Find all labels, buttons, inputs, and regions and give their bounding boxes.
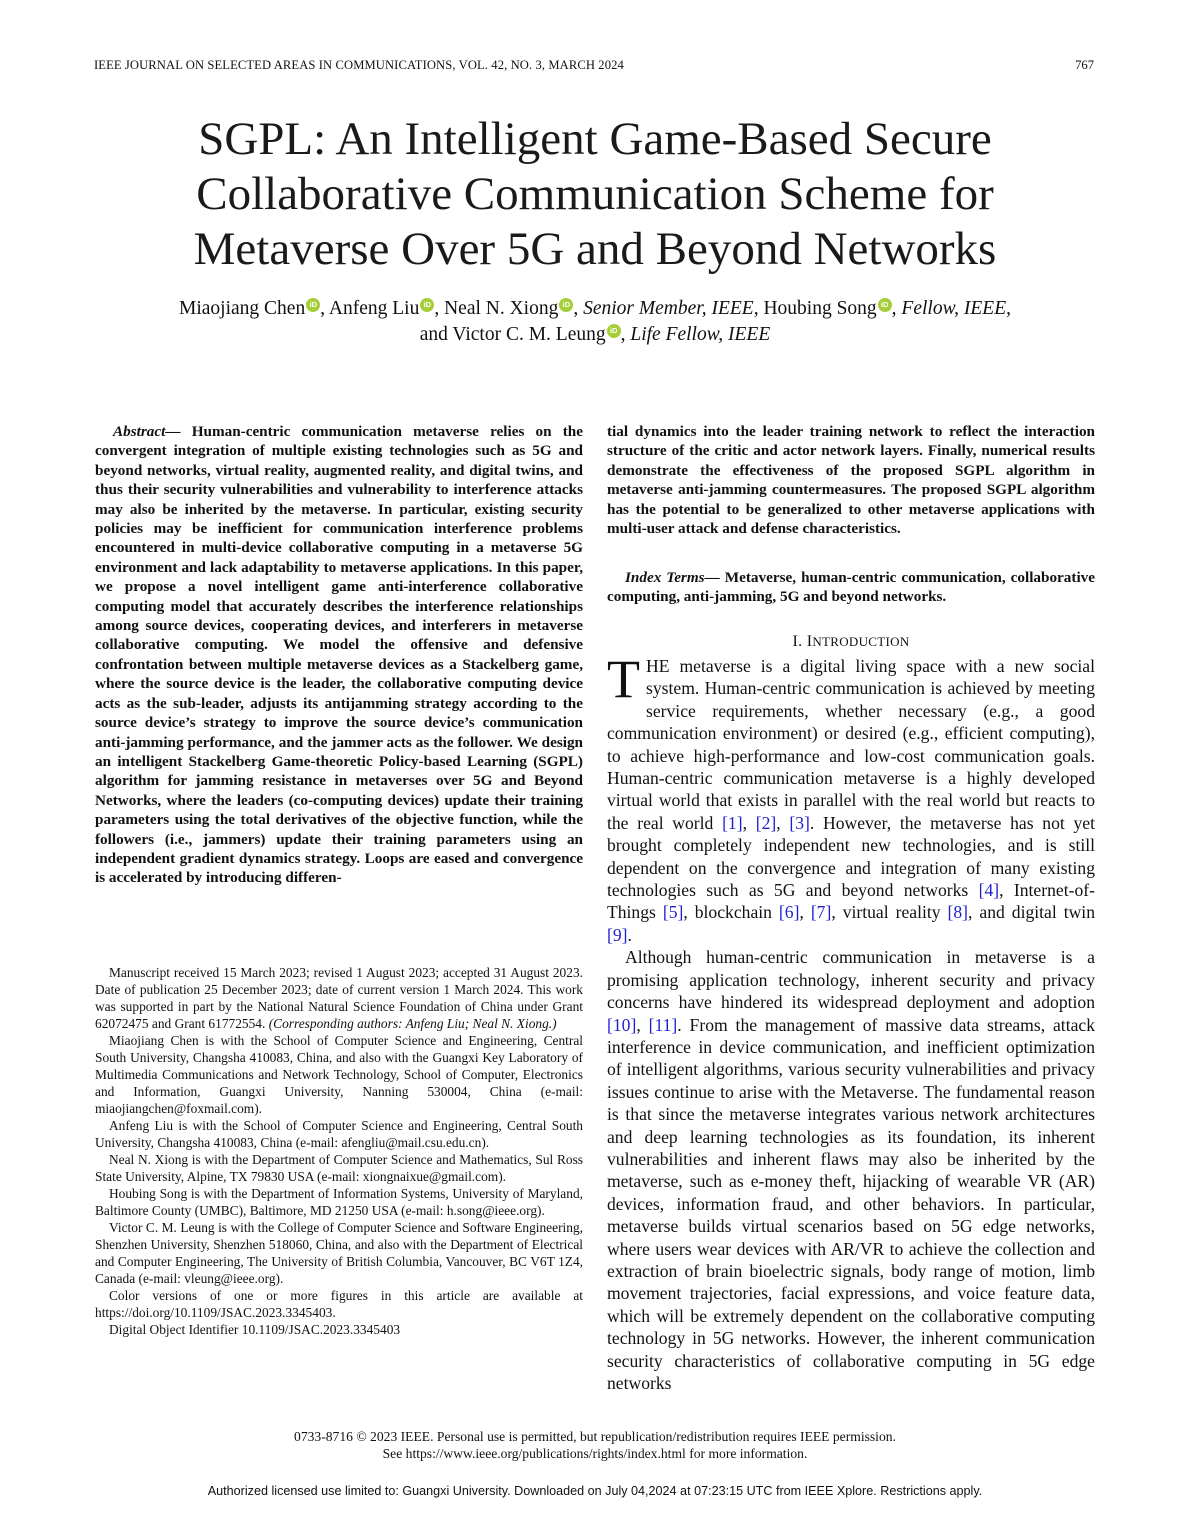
footnote-affiliation: Anfeng Liu is with the School of Computer Science and Engineering, Central South University, Changsha 410083, China (e-mail: afengliu@mail.csu.edu.cn). xyxy=(95,1118,583,1150)
download-notice: Authorized licensed use limited to: Guangxi University. Downloaded on July 04,2024 at 07:23:15 UTC from IEEE Xplore. Restrictions apply. xyxy=(207,1484,983,1498)
orcid-icon[interactable]: iD xyxy=(878,298,892,312)
author-name: Miaojiang Chen xyxy=(179,298,306,319)
footnote-manuscript: Manuscript received 15 March 2023; revised 1 August 2023; accepted 31 August 2023. Date of publication 25 December 2023; date of current version 1 March 2024. This work was supported in part by the National Natural Science Foundation of China under Grant 62072475 and Grant 61772554. (Corresponding authors: Anfeng Liu; Neal N. Xiong.) xyxy=(95,965,583,1031)
author-membership: Fellow, IEEE xyxy=(901,298,1007,319)
corresponding-authors: (Corresponding authors: Anfeng Liu; Neal N. Xiong.) xyxy=(268,1016,557,1031)
index-terms xyxy=(607,568,1095,607)
footnote-affiliation: Victor C. M. Leung is with the College of Computer Science and Software Engineering, Shenzhen University, Shenzhen 518060, China, and also with the Department of Electrical and Computer Engineering, The University of British Columbia, Vancouver, BC V6T 1Z4, Canada (e-mail: vleung@ieee.org). xyxy=(95,1220,583,1286)
copyright-notice: 0733-8716 © 2023 IEEE. Personal use is permitted, but republication/redistribution requires IEEE permission. See https://www.ieee.org/publications/rights/index.html for more information. xyxy=(294,1429,896,1461)
citation-link[interactable]: [7] xyxy=(810,902,832,923)
orcid-icon[interactable]: iD xyxy=(607,324,621,338)
abstract-text: Human-centric communication metaverse relies on the convergent integration of multiple existing technologies such as 5G and beyond networks, virtual reality, augmented reality, and digital twins, and thus their security vulnerabilities and vulnerability to interference attacks may also be inherited by the metaverse. In particular, existing security policies may be inefficient for communication interference problems encountered in multi-device collaborative computing in a metaverse 5G environment and lack adaptability to metaverse applications. In this paper, we propose a novel intelligent game anti-interference collaborative computing model that accurately describes the interference relationships among source devices, cooperating devices, and interferers in metaverse collaborative computing. We model the offensive and defensive confrontation between multiple metaverse devices as a Stackelberg game, where the source device is the leader, the collaborative computing device acts as the sub-leader, adjusts its antijamming strategy according to the source device’s strategy to improve the source device’s communication anti-jamming performance, and the jammer acts as the follower. We design an intelligent Stackelberg Game-theoretic Policy-based Learning (SGPL) algorithm for jamming resistance in metaverses over 5G and Beyond Networks, where the leaders (co-computing devices) update their training parameters using the total derivatives of the objective function, while the followers (i.e., jammers) update their training parameters using an independent gradient dynamics strategy. Loops are eased and convergence is accelerated by introducing differen- xyxy=(95,423,583,887)
title-line: Metaverse Over 5G and Beyond Networks xyxy=(193,223,997,275)
author-line: Miaojiang Chen iD , Anfeng Liu iD , Neal N. Xiong iD , Senior Member, IEEE, Houbing Song iD , Fellow, IEEE, xyxy=(179,298,1011,319)
author-membership: Life Fellow, IEEE xyxy=(630,324,771,345)
citation-link[interactable]: [3] xyxy=(789,812,810,833)
abstract-label: Abstract— xyxy=(113,423,181,440)
title-line: Collaborative Communication Scheme for xyxy=(196,168,994,220)
author-membership: Senior Member, IEEE xyxy=(583,298,754,319)
citation-link[interactable]: [9] xyxy=(607,924,628,945)
author-list xyxy=(60,296,1130,348)
footnote-affiliation: Neal N. Xiong is with the Department of Computer Science and Mathematics, Sul Ross State University, Alpine, TX 79830 USA (e-mail: xiongnaixue@gmail.com). xyxy=(95,1152,583,1184)
footnote-doi: Digital Object Identifier 10.1109/JSAC.2023.3345403 xyxy=(109,1322,401,1337)
running-header: IEEE JOURNAL ON SELECTED AREAS IN COMMUNICATIONS, VOL. 42, NO. 3, MARCH 2024 xyxy=(94,58,624,72)
footnote-affiliation: Houbing Song is with the Department of Information Systems, University of Maryland, Baltimore County (UMBC), Baltimore, MD 21250 USA (e-mail: h.song@ieee.org). xyxy=(95,1186,583,1218)
orcid-icon[interactable]: iD xyxy=(559,298,573,312)
page-number: 767 xyxy=(1075,58,1094,72)
paragraph: THE metaverse is a digital living space with a new social system. Human-centric communication is achieved by meeting service requirements, whether necessary (e.g., a good communication environment) or desired (e.g., efficient computing), to achieve high-performance and low-cost communication goals. Human-centric communication metaverse is a highly developed virtual world that exists in parallel with the real world but reacts to the real world [1], [2], [3]. However, the metaverse has not yet brought completely independent new technologies, and is still dependent on the convergence and integration of many existing technologies such as 5G and beyond networks [4], Internet-of-Things [5], blockchain [6], [7], virtual reality [8], and digital twin [9]. xyxy=(607,649,1096,945)
index-terms-text: Metaverse, human-centric communication, collaborative computing, anti-jamming, 5G and beyond networks. xyxy=(607,569,1096,606)
paper-title xyxy=(60,112,1130,277)
citation-link[interactable]: [11] xyxy=(648,1014,678,1035)
paragraph: Although human-centric communication in metaverse is a promising application technology, inherent security and privacy concerns have hindered its widespread deployment and adoption [10], [11]. From the management of massive data streams, attack interference in device communication, and inefficient optimization of intelligent algorithms, various security vulnerabilities and privacy issues continue to arise with the Metaverse. The fundamental reason is that since the metaverse integrates various network architectures and deep learning technologies as its foundation, its inherent vulnerabilities and inherent flaws may also be inherited by the metaverse, such as e-money theft, hijacking of wearable VR (AR) devices, information fraud, and other behaviors. In particular, metaverse builds virtual scenarios based on 5G edge networks, where users wear devices with AR/VR to achieve the collection and extraction of brain bioelectric signals, body range of motion, limb movement trajectories, facial expressions, and voice feature data, which will be extremely dependent on the collaborative computing technology in 5G networks. However, the inherent communication security characteristics of collaborative computing in 5G edge networks xyxy=(607,947,1095,1393)
drop-cap: T xyxy=(607,649,640,709)
citation-link[interactable]: [6] xyxy=(778,902,800,923)
author-conjunction: and xyxy=(419,324,448,345)
author-name: Neal N. Xiong xyxy=(444,298,559,319)
footnote-color-note: Color versions of one or more figures in this article are available at https://doi.org/10.1109/JSAC.2023.3345403. xyxy=(95,1288,583,1320)
citation-link[interactable]: [10] xyxy=(607,1014,637,1035)
orcid-icon[interactable]: iD xyxy=(306,298,320,312)
citation-link[interactable]: [4] xyxy=(978,880,1000,901)
introduction-body xyxy=(607,649,1096,1394)
author-name: Anfeng Liu xyxy=(328,298,420,319)
citation-link[interactable]: [5] xyxy=(662,902,684,923)
author-name: Victor C. M. Leung xyxy=(452,324,606,345)
title-line: SGPL: An Intelligent Game-Based Secure xyxy=(198,113,992,165)
citation-link[interactable]: [1] xyxy=(722,812,743,833)
index-terms-label: Index Terms— xyxy=(625,569,720,586)
abstract-continued: tial dynamics into the leader training network to reflect the interaction structure of the critic and actor network layers. Finally, numerical results demonstrate the effectiveness of the proposed SGPL algorithm in metaverse anti-jamming countermeasures. The proposed SGPL algorithm has the potential to be generalized to other metaverse applications with multi-user attack and defense characteristics. xyxy=(607,423,1095,538)
citation-link[interactable]: [2] xyxy=(755,812,777,833)
author-name: Houbing Song xyxy=(763,298,877,319)
footnotes xyxy=(95,964,583,1338)
section-heading: I. INTRODUCTION xyxy=(792,633,910,650)
footnote-affiliation: Miaojiang Chen is with the School of Computer Science and Engineering, Central South University, Changsha 410083, China, and also with the Guangxi Key Laboratory of Multimedia Communications and Network Technology, School of Computer, Electronics and Information, Guangxi University, Nanning 530004, China (e-mail: miaojiangchen@foxmail.com). xyxy=(95,1033,583,1116)
abstract xyxy=(95,422,583,888)
orcid-icon[interactable]: iD xyxy=(420,298,434,312)
author-line: and Victor C. M. Leung iD , Life Fellow, IEEE xyxy=(419,324,771,345)
citation-link[interactable]: [8] xyxy=(947,902,969,923)
